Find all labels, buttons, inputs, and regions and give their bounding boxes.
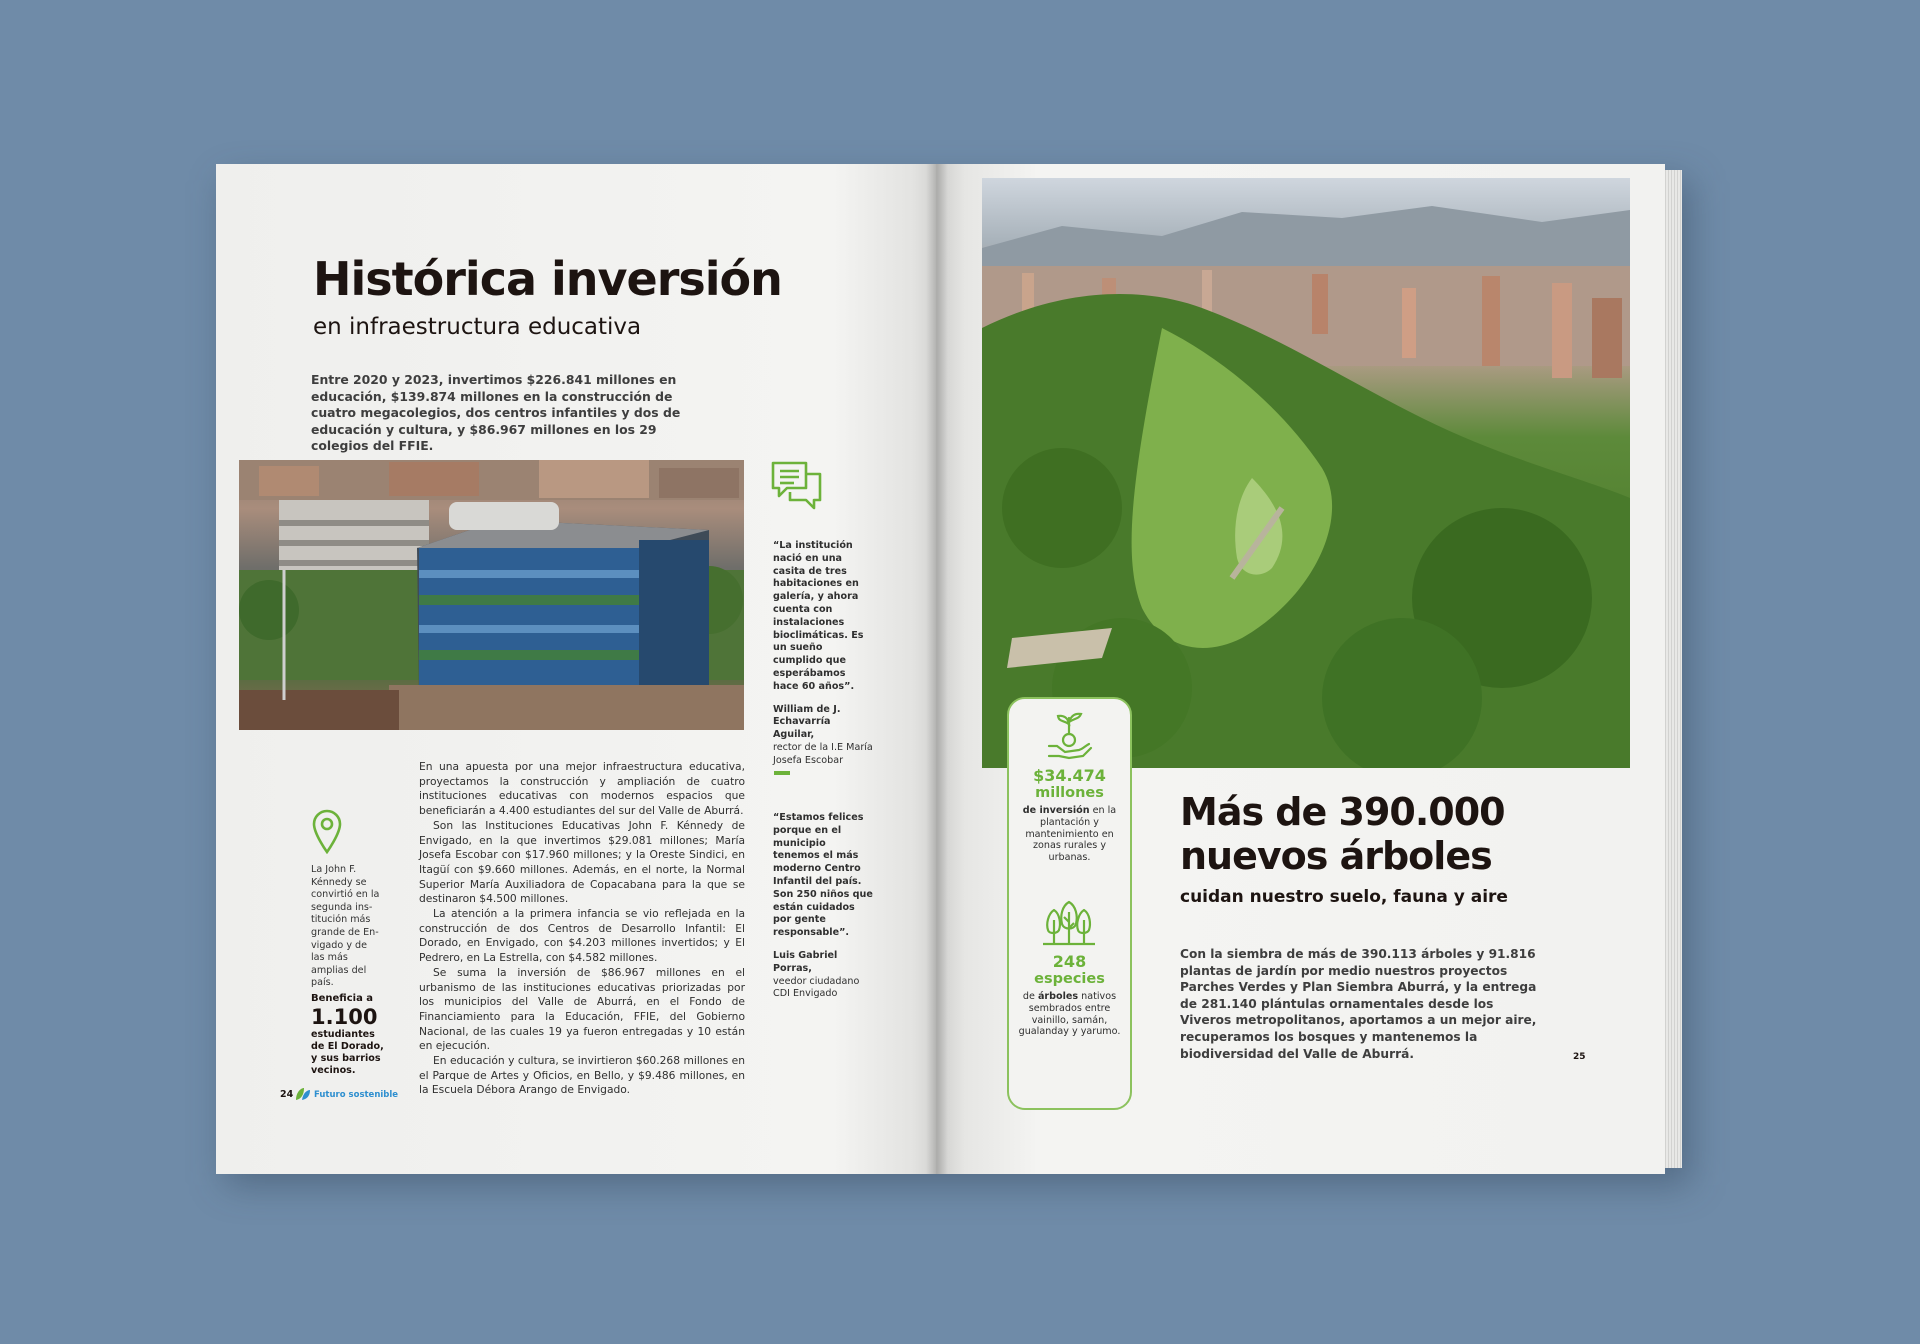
benefit-block <box>311 993 386 1077</box>
page-number-right: 25 <box>1573 1052 1586 1062</box>
quote-1-author: William de J. Echavarría Aguilar, <box>773 703 841 741</box>
spine-gutter-shadow <box>926 164 948 1174</box>
green-dash <box>774 771 790 775</box>
quote-1 <box>773 540 873 768</box>
green-hill-aerial-photo <box>982 178 1630 768</box>
left-subtitle: en infraestructura educativa <box>313 314 642 340</box>
body-paragraph: En una apuesta por una mejor infraestructura educativa, proyectamos la construcción y ampliación de cuatro instituciones educativas con modernos espacios que beneficiarán a 4.400 estudiantes del sur del Valle de Aburrá. <box>419 760 745 818</box>
body-paragraph: Se suma la inversión de $86.967 millones en el urbanismo de las instituciones educativas priorizadas por los municipios del Valle de Aburrá, en el Fondo de Financiamiento para la Educación, FFIE, del Gobierno Nacional, de las cuales 19 ya fueron entregadas y 10 están en ejecución. <box>419 965 745 1053</box>
sidenote: La John F. Kénnedy se convirtió en la segunda ins-titución más grande de En-vigado y de las más amplias del país. <box>311 864 380 989</box>
footer-brand: Futuro sostenible <box>314 1090 399 1100</box>
body-paragraph: La atención a la primera infancia se vio reflejada en la construcción de dos Centros de Desarrollo Infantil: El Dorado, en Envigado, con $4.203 millones invertidos; y El Pedrero, en La Estrella, con $4.582 millones. <box>419 907 745 965</box>
stat-investment-text: en la plantación y mantenimiento en zonas rurales y urbanas. <box>1025 805 1117 864</box>
benefit-number: 1.100 <box>311 1005 378 1029</box>
right-title-line1: Más de 390.000 <box>1180 790 1505 834</box>
quote-1-text: “La institución nació en una casita de tres habitaciones en galería, y ahora cuenta con instalaciones bioclimáticas. Es un sueño cumplido que esperábamos hace 60 años”. <box>773 540 864 692</box>
stat-species-desc <box>1012 991 1127 1038</box>
quote-2 <box>773 812 873 1001</box>
body-paragraph: Son las Instituciones Educativas John F. Kénnedy de Envigado, en la que invertimos $29.081 millones; María Josefa Escobar con $17.960 millones; y la Oreste Sindici, en Itagüí con $9.660 millones. Además, en el norte, la Normal Superior María Auxiliadora de Copacabana para la que se destinaron $4.500 millones. <box>419 818 745 906</box>
left-title: Histórica inversión <box>313 252 782 306</box>
body-paragraph: En educación y cultura, se invirtieron $60.268 millones en el Parque de Artes y Oficios, en Bello, y $9.486 millones, en la Escuela Débora Arango de Envigado. <box>419 1054 745 1097</box>
trees-icon <box>1040 898 1098 950</box>
stat-investment-value: $34.474 <box>1033 766 1106 785</box>
benefit-label: Beneficia a <box>311 993 374 1004</box>
benefit-desc: estudiantes de El Dorado, y sus barrios vecinos. <box>311 1029 384 1076</box>
stat-species <box>1012 953 1127 1038</box>
right-body: Con la siembra de más de 390.113 árboles y 91.816 plantas de jardín por medio nuestros proyectos Parches Verdes y Plan Siembra Aburrá, y la entrega de 281.140 plántulas ornamentales desde los Viveros metropolitanos, aportamos a un mejor aire, recuperamos los bosques y mantenemos la biodiversidad del Valle de Aburrá. <box>1180 947 1537 1061</box>
chat-bubbles-icon <box>770 460 825 518</box>
right-subtitle: cuidan nuestro suelo, fauna y aire <box>1180 887 1508 907</box>
stat-investment-desc <box>1012 805 1127 864</box>
school-building-photo <box>239 460 744 730</box>
quote-1-role: rector de la I.E María Josefa Escobar <box>773 741 873 766</box>
stat-species-unit: especies <box>1034 971 1105 987</box>
stat-species-value: 248 <box>1052 952 1087 971</box>
location-pin-icon <box>311 808 343 854</box>
plant-hand-icon <box>1043 710 1095 762</box>
stat-species-pre: de <box>1022 991 1038 1002</box>
quote-2-role: veedor ciudadano CDI Envigado <box>773 975 860 1000</box>
leaf-logo-icon <box>295 1087 311 1101</box>
quote-2-author: Luis Gabriel Porras, <box>773 949 838 974</box>
stat-investment-unit: millones <box>1035 785 1104 801</box>
page-number-left: 24 <box>280 1089 294 1100</box>
left-body <box>419 760 745 1098</box>
left-intro: Entre 2020 y 2023, invertimos $226.841 millones en educación, $139.874 millones en la construcción de cuatro megacolegios, dos centros infantiles y dos de educación y cultura, y $86.967 millones en los 29 colegios del FFIE. <box>311 372 681 453</box>
stat-species-bold: árboles <box>1037 991 1079 1002</box>
quote-2-text: “Estamos felices porque en el municipio tenemos el más moderno Centro Infantil del país. Son 250 niños que están cuidados por gente responsable”. <box>773 812 873 939</box>
stat-investment-bold: de inversión <box>1022 805 1090 816</box>
stat-investment <box>1012 767 1127 864</box>
right-title-line2: nuevos árboles <box>1180 834 1492 878</box>
stat-species-text: nativos sembrados entre vainillo, samán, gualanday y yarumo. <box>1018 991 1121 1038</box>
